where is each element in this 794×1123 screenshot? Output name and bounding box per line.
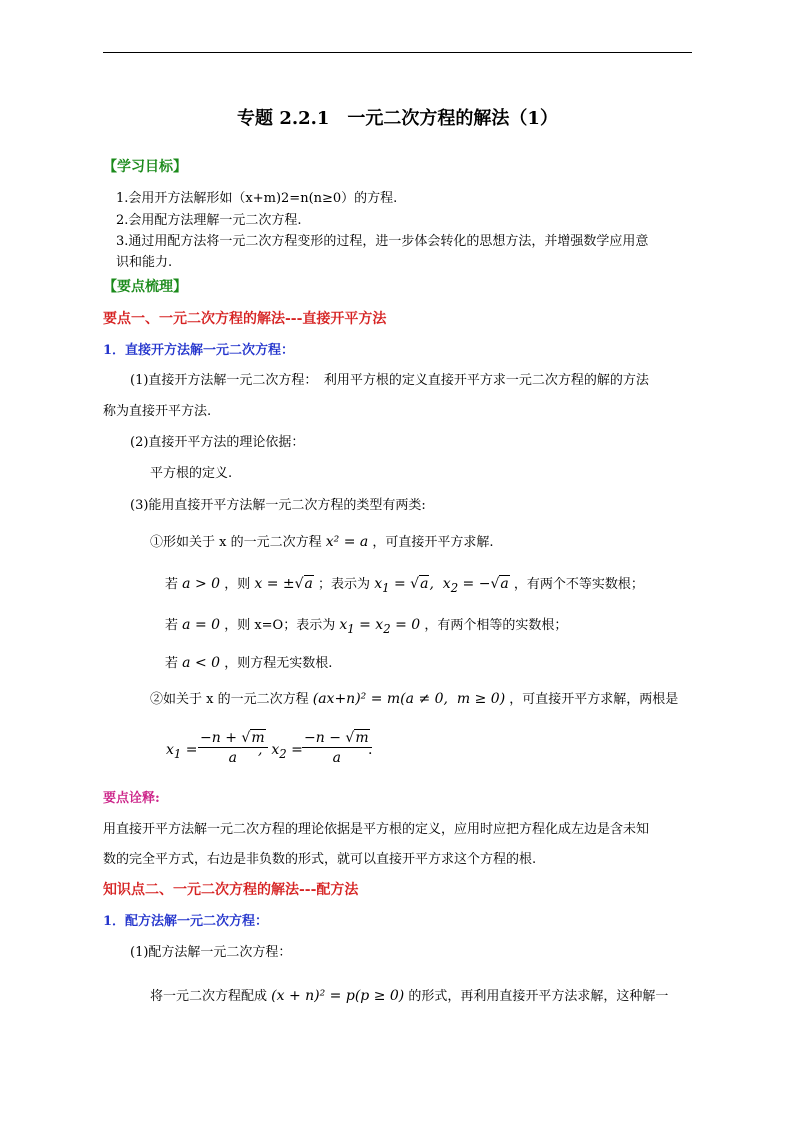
- page-title: 专题 2.2.1 一元二次方程的解法（1）: [237, 108, 558, 129]
- case2-line: ②如关于 x 的一元二次方程 (ax+n)² = m(a ≠ 0, m ≥ 0) ，可直接开平方求解，两根是: [150, 691, 679, 707]
- formula-end-period: .: [368, 742, 373, 758]
- formula-ax-plus-n-squared: (ax+n)² = m(a ≠ 0, m ≥ 0): [312, 691, 506, 707]
- note-line: 用直接开平方法解一元二次方程的理论依据是平方根的定义，应用时应把方程化成左边是含未知: [103, 822, 650, 837]
- note-heading: 要点诠释:: [103, 791, 160, 806]
- paragraph-line: (1)配方法解一元二次方程：: [130, 945, 292, 960]
- paragraph-line: (1)直接开方法解一元二次方程： 利用平方根的定义直接开平方求一元二次方程的解的方法: [130, 373, 649, 388]
- goal-item: 识和能力.: [116, 255, 173, 270]
- paragraph-line-formula: 将一元二次方程配成 (x + n)² = p(p ≥ 0) 的形式，再利用直接开平方法求解，这种解一: [150, 988, 669, 1004]
- formula-a-lt-0: a < 0: [182, 655, 221, 671]
- formula-a-gt-0: a > 0: [182, 576, 221, 592]
- case1-pre: ①形如关于 x 的一元二次方程: [150, 535, 322, 550]
- paragraph-line: (2)直接开平方法的理论依据：: [130, 435, 305, 450]
- goal-item: 2.会用配方法理解一元二次方程.: [116, 213, 302, 228]
- goals-heading: 【学习目标】: [103, 159, 187, 175]
- case1-post: ，可直接开平方求解.: [372, 535, 494, 550]
- paragraph-line: (3)能用直接开平方法解一元二次方程的类型有两类:: [130, 498, 426, 513]
- note-line: 数的完全平方式，右边是非负数的形式，就可以直接开平方求这个方程的根.: [103, 852, 537, 867]
- keypoints-heading: 【要点梳理】: [103, 279, 187, 295]
- point1-heading: 要点一、一元二次方程的解法---直接开平方法: [103, 311, 387, 327]
- case1-line: [150, 533, 494, 552]
- formula-x2-eq-a: x² = a: [325, 534, 369, 550]
- goal-item: 3.通过用配方法将一元二次方程变形的过程，进一步体会转化的思想方法，并增强数学应用意: [116, 234, 649, 249]
- formula-a-eq-0: a = 0: [182, 617, 221, 633]
- formula-x1-fraction: $\frac{-n + √m}{a}$: [198, 730, 268, 766]
- paragraph-line: 称为直接开平方法.: [103, 404, 212, 419]
- header-rule: [103, 52, 692, 53]
- goal-item: 1.会用开方法解形如（x+m)2=n(n≥0）的方程.: [116, 191, 398, 206]
- point2-subheading: 1．配方法解一元二次方程：: [103, 914, 269, 929]
- case1-a-negative: 若 a < 0 ，则方程无实数根.: [165, 655, 333, 671]
- formula-x1-eq-x2-eq-0: $x_1 = x_2 = 0$: [339, 617, 421, 636]
- paragraph-line: 平方根的定义.: [150, 466, 233, 481]
- formula-x-eq-pm-sqrt-a: x = ±√a: [254, 576, 313, 592]
- formula-x2-fraction: $\frac{-n - √m}{a}$: [302, 730, 372, 766]
- case1-a-zero: 若 a = 0 ，则 x=O；表示为 $x_1 = x_2 = 0$ ，有两个相等的实数根；: [165, 617, 568, 636]
- point2-heading: 知识点二、一元二次方程的解法---配方法: [103, 882, 359, 898]
- formula-x-plus-n-squared-eq-p: (x + n)² = p(p ≥ 0): [271, 988, 405, 1004]
- point1-subheading: 1．直接开方法解一元二次方程：: [103, 343, 295, 358]
- formula-roots: $x_1 = √a$, $x_2 = -√a$: [374, 576, 509, 595]
- case1-a-positive: 若 a > 0 ，则 x = ±√a ；表示为 $x_1 = √a$, $x_2 = -√a$ ，有两个不等实数根；: [165, 576, 644, 595]
- formula-x2-label: , $x_2$ =: [258, 742, 303, 761]
- formula-x1-label: $x_1$ =: [166, 742, 198, 761]
